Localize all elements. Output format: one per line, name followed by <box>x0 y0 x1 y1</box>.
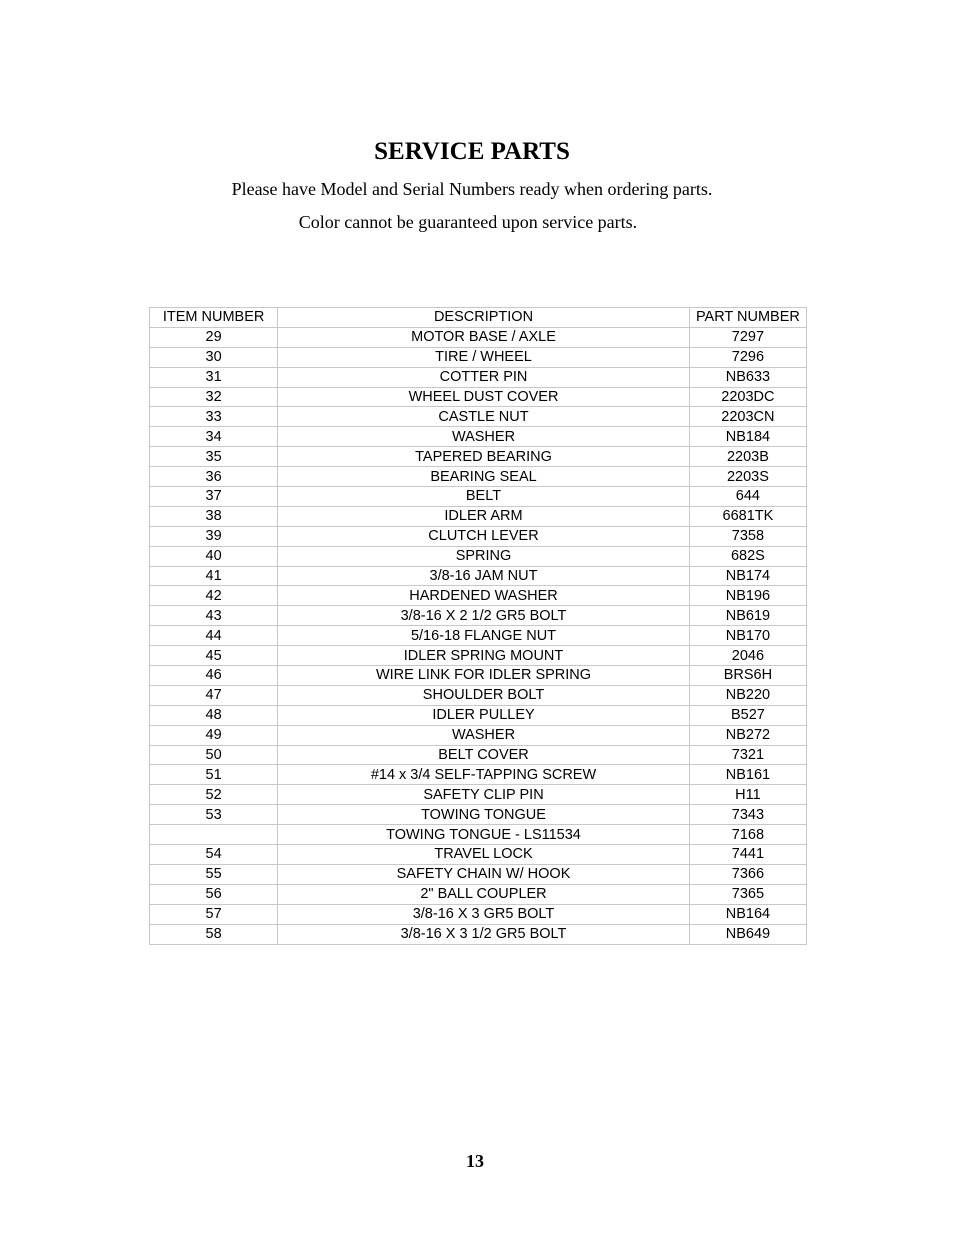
description-cell: 3/8-16 X 3 GR5 BOLT <box>278 904 690 924</box>
part-number-cell: NB220 <box>689 685 806 705</box>
description-cell: HARDENED WASHER <box>278 586 690 606</box>
part-number-cell: NB649 <box>689 924 806 944</box>
description-cell: TAPERED BEARING <box>278 447 690 467</box>
table-row <box>150 327 807 347</box>
part-number-cell: 7321 <box>689 745 806 765</box>
table-row <box>150 407 807 427</box>
table-row <box>150 904 807 924</box>
description-cell: BEARING SEAL <box>278 467 690 487</box>
item-number-cell: 50 <box>150 745 278 765</box>
item-number-cell: 41 <box>150 566 278 586</box>
description-cell: SHOULDER BOLT <box>278 685 690 705</box>
table-row <box>150 467 807 487</box>
column-header-item-number: ITEM NUMBER <box>150 308 278 328</box>
part-number-cell: NB170 <box>689 626 806 646</box>
item-number-cell: 39 <box>150 526 278 546</box>
item-number-cell: 57 <box>150 904 278 924</box>
table-row <box>150 487 807 507</box>
color-note: Color cannot be guaranteed upon service parts. <box>298 212 638 232</box>
part-number-cell: 2203DC <box>689 387 806 407</box>
item-number-cell: 49 <box>150 725 278 745</box>
item-number-cell: 37 <box>150 487 278 507</box>
part-number-cell: 7168 <box>689 825 806 845</box>
part-number-cell: NB164 <box>689 904 806 924</box>
item-number-cell: 36 <box>150 467 278 487</box>
table-row <box>150 725 807 745</box>
item-number-cell: 51 <box>150 765 278 785</box>
table-row <box>150 666 807 686</box>
table-row <box>150 506 807 526</box>
table-row <box>150 884 807 904</box>
description-cell: #14 x 3/4 SELF-TAPPING SCREW <box>278 765 690 785</box>
description-cell: 3/8-16 X 3 1/2 GR5 BOLT <box>278 924 690 944</box>
page-title: SERVICE PARTS <box>374 138 570 165</box>
part-number-cell: NB174 <box>689 566 806 586</box>
table-row <box>150 805 807 825</box>
part-number-cell: 7297 <box>689 327 806 347</box>
item-number-cell: 55 <box>150 864 278 884</box>
part-number-cell: H11 <box>689 785 806 805</box>
part-number-cell: NB196 <box>689 586 806 606</box>
item-number-cell: 47 <box>150 685 278 705</box>
part-number-cell: 7358 <box>689 526 806 546</box>
table-row <box>150 427 807 447</box>
part-number-cell: 7366 <box>689 864 806 884</box>
item-number-cell: 44 <box>150 626 278 646</box>
table-row <box>150 566 807 586</box>
table-row <box>150 347 807 367</box>
item-number-cell: 38 <box>150 506 278 526</box>
part-number-cell: NB619 <box>689 606 806 626</box>
description-cell: 3/8-16 JAM NUT <box>278 566 690 586</box>
item-number-cell: 42 <box>150 586 278 606</box>
description-cell: WASHER <box>278 427 690 447</box>
item-number-cell: 53 <box>150 805 278 825</box>
description-cell: IDLER SPRING MOUNT <box>278 646 690 666</box>
part-number-cell: 7343 <box>689 805 806 825</box>
part-number-cell: NB272 <box>689 725 806 745</box>
description-cell: BELT <box>278 487 690 507</box>
description-cell: IDLER PULLEY <box>278 705 690 725</box>
item-number-cell: 58 <box>150 924 278 944</box>
table-row <box>150 765 807 785</box>
description-cell: 2" BALL COUPLER <box>278 884 690 904</box>
part-number-cell: 2203CN <box>689 407 806 427</box>
page-number: 13 <box>466 1151 484 1171</box>
part-number-cell: 2203S <box>689 467 806 487</box>
item-number-cell: 30 <box>150 347 278 367</box>
table-row <box>150 447 807 467</box>
description-cell: SPRING <box>278 546 690 566</box>
table-row <box>150 626 807 646</box>
item-number-cell: 45 <box>150 646 278 666</box>
part-number-cell: NB161 <box>689 765 806 785</box>
description-cell: IDLER ARM <box>278 506 690 526</box>
item-number-cell <box>150 825 278 845</box>
table-row <box>150 864 807 884</box>
table-row <box>150 685 807 705</box>
description-cell: SAFETY CLIP PIN <box>278 785 690 805</box>
item-number-cell: 31 <box>150 367 278 387</box>
part-number-cell: 2203B <box>689 447 806 467</box>
description-cell: COTTER PIN <box>278 367 690 387</box>
item-number-cell: 46 <box>150 666 278 686</box>
item-number-cell: 56 <box>150 884 278 904</box>
item-number-cell: 54 <box>150 845 278 865</box>
table-row <box>150 526 807 546</box>
table-row <box>150 785 807 805</box>
description-cell: BELT COVER <box>278 745 690 765</box>
item-number-cell: 35 <box>150 447 278 467</box>
part-number-cell: 6681TK <box>689 506 806 526</box>
description-cell: TIRE / WHEEL <box>278 347 690 367</box>
item-number-cell: 48 <box>150 705 278 725</box>
table-row <box>150 924 807 944</box>
table-header-row <box>150 308 807 328</box>
table-row <box>150 825 807 845</box>
description-cell: 3/8-16 X 2 1/2 GR5 BOLT <box>278 606 690 626</box>
part-number-cell: 644 <box>689 487 806 507</box>
part-number-cell: BRS6H <box>689 666 806 686</box>
item-number-cell: 34 <box>150 427 278 447</box>
item-number-cell: 32 <box>150 387 278 407</box>
description-cell: TRAVEL LOCK <box>278 845 690 865</box>
service-parts-table <box>149 307 807 945</box>
table-row <box>150 387 807 407</box>
part-number-cell: NB184 <box>689 427 806 447</box>
part-number-cell: B527 <box>689 705 806 725</box>
description-cell: CLUTCH LEVER <box>278 526 690 546</box>
table-row <box>150 367 807 387</box>
table-row <box>150 586 807 606</box>
description-cell: TOWING TONGUE - LS11534 <box>278 825 690 845</box>
description-cell: WASHER <box>278 725 690 745</box>
table-row <box>150 745 807 765</box>
description-cell: MOTOR BASE / AXLE <box>278 327 690 347</box>
item-number-cell: 52 <box>150 785 278 805</box>
table-row <box>150 845 807 865</box>
table-row <box>150 705 807 725</box>
description-cell: TOWING TONGUE <box>278 805 690 825</box>
column-header-description: DESCRIPTION <box>278 308 690 328</box>
part-number-cell: 7296 <box>689 347 806 367</box>
table-body <box>150 327 807 944</box>
description-cell: CASTLE NUT <box>278 407 690 427</box>
column-header-part-number: PART NUMBER <box>689 308 806 328</box>
part-number-cell: 7365 <box>689 884 806 904</box>
part-number-cell: 7441 <box>689 845 806 865</box>
part-number-cell: NB633 <box>689 367 806 387</box>
item-number-cell: 43 <box>150 606 278 626</box>
description-cell: SAFETY CHAIN W/ HOOK <box>278 864 690 884</box>
part-number-cell: 2046 <box>689 646 806 666</box>
item-number-cell: 40 <box>150 546 278 566</box>
table-row <box>150 606 807 626</box>
description-cell: WIRE LINK FOR IDLER SPRING <box>278 666 690 686</box>
description-cell: WHEEL DUST COVER <box>278 387 690 407</box>
table-row <box>150 546 807 566</box>
description-cell: 5/16-18 FLANGE NUT <box>278 626 690 646</box>
ordering-note: Please have Model and Serial Numbers ready when ordering parts. <box>231 179 713 199</box>
part-number-cell: 682S <box>689 546 806 566</box>
item-number-cell: 33 <box>150 407 278 427</box>
item-number-cell: 29 <box>150 327 278 347</box>
table-row <box>150 646 807 666</box>
